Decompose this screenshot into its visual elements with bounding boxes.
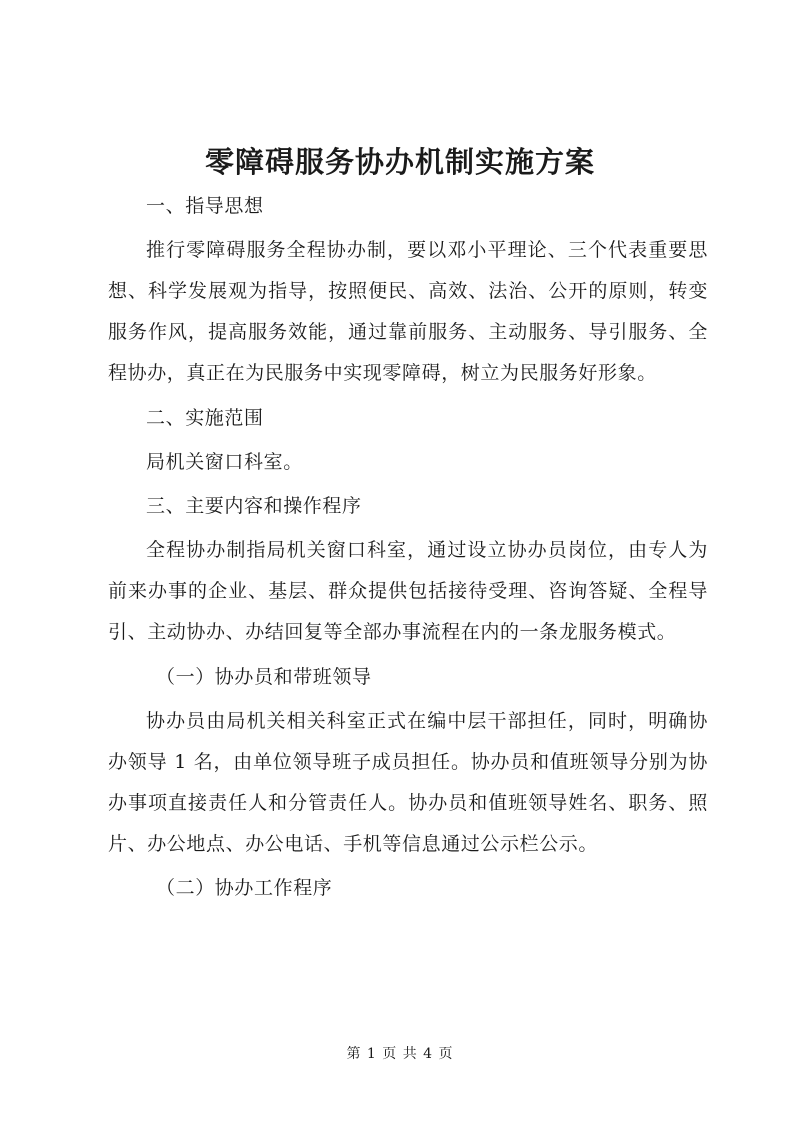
section-heading-main-content: 三、主要内容和操作程序	[146, 495, 362, 518]
section-heading-guiding-thought: 一、指导思想	[146, 195, 264, 217]
document-title: 零障碍服务协办机制实施方案	[204, 145, 595, 179]
paragraph-guiding-thought: 推行零障碍服务全程协办制，要以邓小平理论、三个代表重要思想、科学发展观为指导，按照便民、高效、法治、公开的原则，转变服务作风，提高服务效能，通过靠前服务、主动服务、导引服务、全程协办，真正在为民服务中实现零障碍，树立为民服务好形象。	[108, 239, 708, 385]
subheading-work-procedure: （二）协办工作程序	[156, 877, 333, 900]
paragraph-main-content: 全程协办制指局机关窗口科室，通过设立协办员岗位，由专人为前来办事的企业、基层、群众提供包括接待受理、咨询答疑、全程导引、主动协办、办结回复等全部办事流程在内的一条龙服务模式。	[108, 539, 708, 644]
paragraph-coordinators: 协办员由局机关相关科室正式在编中层干部担任，同时，明确协办领导 1 名，由单位领导班子成员担任。协办员和值班领导分别为协办事项直接责任人和分管责任人。协办员和值班领导姓名、职务、照片、办公地点、办公电话、手机等信息通过公示栏公示。	[108, 710, 708, 856]
subheading-coordinators: （一）协办员和带班领导	[156, 665, 372, 688]
paragraph-scope: 局机关窗口科室。	[146, 450, 303, 473]
section-heading-scope: 二、实施范围	[146, 406, 264, 429]
page-number-footer: 第 1 页 共 4 页	[346, 1046, 454, 1062]
document-body	[108, 186, 708, 913]
